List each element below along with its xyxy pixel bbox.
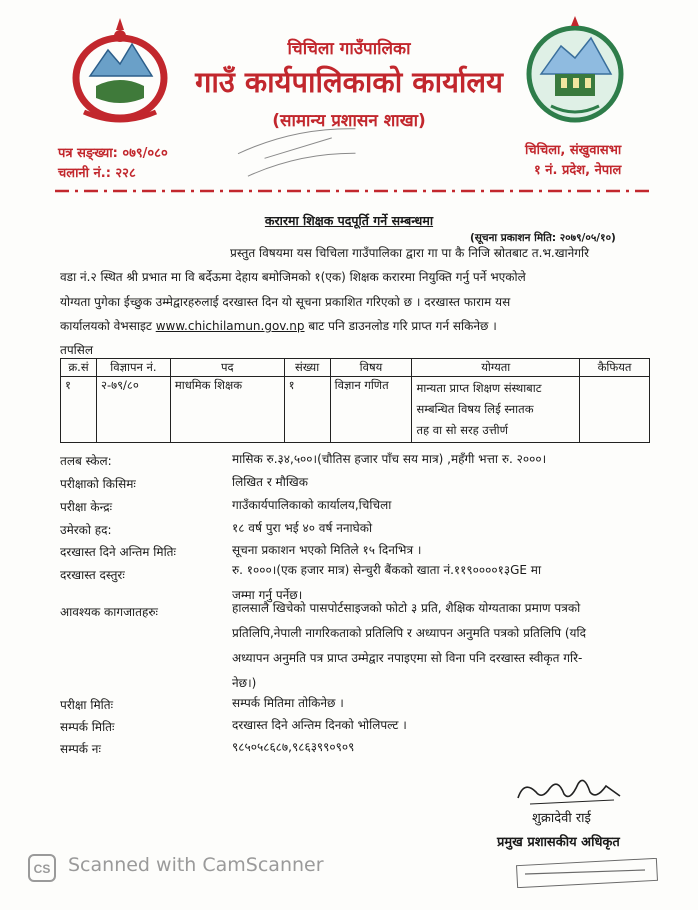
table-row: [61, 377, 650, 443]
fee-label: दरखास्त दस्तुरः: [60, 568, 125, 582]
cell-count: १: [284, 377, 330, 443]
column-header: क्र.सं: [61, 359, 97, 377]
qualification-line: तह वा सो सरह उत्तीर्ण: [416, 423, 508, 437]
header-divider: [55, 188, 653, 194]
paragraph-line: प्रस्तुत विषयमा यस चिचिला गाउँपालिका द्वारा गा पा कै निजि स्रोतबाट त.भ.खानेगरि: [230, 246, 590, 260]
column-header: संख्या: [284, 359, 330, 377]
exam-date-label: परीक्षा मितिः: [60, 698, 114, 712]
cell-serial: १: [61, 377, 97, 443]
svg-text:CS: CS: [33, 862, 51, 876]
deadline-label: दरखास्त दिने अन्तिम मितिः: [60, 545, 176, 559]
publish-date: (सूचना प्रकाशन मिति: २०७९/०५/१०): [470, 232, 616, 244]
deadline-value: सूचना प्रकाशन भएको मितिले १५ दिनभित्र ।: [232, 543, 422, 557]
qualification-line: मान्यता प्राप्त शिक्षण संस्थाबाट: [416, 381, 542, 395]
documents-line: नेछ।): [232, 676, 257, 690]
schedule-label: तपसिल: [60, 343, 94, 357]
exam-date-value: सम्पर्क मितिमा तोकिनेछ ।: [232, 696, 344, 710]
paragraph-line: योग्यता पुगेका ईच्छुक उम्मेद्वारहरुलाई दरखास्त दिन यो सूचना प्रकाशित गरिएको छ । दरखास्त फाराम यस: [60, 295, 511, 309]
column-header: कैफियत: [580, 359, 650, 377]
exam-center-label: परीक्षा केन्द्रः: [60, 500, 113, 514]
cell-subject: विज्ञान गणित: [330, 377, 412, 443]
documents-value: [232, 596, 662, 696]
fee-line: जम्मा गर्नु पर्नेछ।: [232, 588, 303, 602]
dispatch-number: चलानी नं.: २२८: [58, 166, 136, 181]
column-header: विषय: [330, 359, 412, 377]
fee-line: रु. १०००।(एक हजार मात्र) सेन्चुरी बैंकको खाता नं.११९००००१३GE मा: [232, 563, 542, 577]
documents-line: हालसालै खिचेको पासपोर्टसाइजको फोटो ३ प्रति, शैक्षिक योग्यताका प्रमाण पत्रको: [232, 601, 581, 615]
cell-remarks: [580, 377, 650, 443]
contact-date-value: दरखास्त दिने अन्तिम दिनको भोलिपल्ट ।: [232, 718, 407, 732]
contact-number-value: ९८५०५८६८७,९८६३९९०९०९: [232, 740, 355, 754]
office-title: गाउँ कार्यपालिकाको कार्यालय: [195, 65, 503, 99]
table-header-row: [61, 359, 650, 377]
signatory-title: प्रमुख प्रशासकीय अधिकृत: [497, 835, 620, 850]
reference-number: पत्र सङ्ख्या: ०७९/०८०: [58, 146, 168, 161]
contact-date-label: सम्पर्क मितिः: [60, 720, 115, 734]
municipality-name: चिचिला गाउँपालिका: [287, 39, 411, 59]
cell-post: माधमिक शिक्षक: [170, 377, 284, 443]
signature-scribble: [510, 770, 630, 810]
scanner-watermark: Scanned with CamScanner: [68, 854, 324, 876]
age-limit-label: उमेरको हद:: [60, 523, 112, 537]
contact-number-label: सम्पर्क नः: [60, 742, 101, 756]
column-header: योग्यता: [412, 359, 580, 377]
notice-subject: करारमा शिक्षक पदपूर्ति गर्ने सम्बन्धमा: [264, 213, 434, 228]
signatory-name: शुक्रादेवी राई: [532, 811, 591, 826]
column-header: विज्ञापन नं.: [96, 359, 170, 377]
branch-name: (सामान्य प्रशासन शाखा): [272, 111, 426, 131]
designation-stamp: [515, 858, 665, 888]
address-line-1: चिचिला, संखुवासभा: [525, 143, 622, 158]
paragraph-line: [60, 317, 497, 334]
documents-line: प्रतिलिपि,नेपाली नागरिकताको प्रतिलिपि र अध्यापन अनुमति पत्रको प्रतिलिपि (यदि: [232, 626, 586, 640]
qualification-line: सम्बन्धित विषय लिई स्नातक: [416, 402, 534, 416]
exam-type-label: परीक्षाको किसिमः: [60, 477, 136, 491]
address-line-2: १ नं. प्रदेश, नेपाल: [534, 163, 622, 178]
paragraph-text: कार्यालयको वेभसाइट: [60, 319, 156, 333]
paragraph-text: बाट पनि डाउनलोड गरि प्राप्त गर्न सकिनेछ ।: [304, 319, 497, 333]
column-header: पद: [170, 359, 284, 377]
documents-label: आवश्यक कागजातहरुः: [60, 605, 158, 619]
vacancy-table: [60, 358, 650, 443]
paragraph-line: वडा नं.२ स्थित श्री प्रभात मा वि बर्देऊमा देहाय बमोजिमको १(एक) शिक्षक करारमा नियुक्ति गर्नु पर्ने भएकोले: [60, 270, 526, 284]
exam-center-value: गाउँकार्यपालिकाको कार्यालय,चिचिला: [232, 498, 392, 512]
salary-value: मासिक रु.३४,५००।(चौतिस हजार पाँच सय मात्र) ,महँगी भत्ता रु. २०००।: [232, 452, 547, 466]
cell-qualification: [412, 377, 580, 443]
cell-ad-number: २-७९/८०: [96, 377, 170, 443]
age-limit-value: १८ वर्ष पुरा भई ४० वर्ष ननाघेको: [232, 521, 373, 535]
website-link[interactable]: www.chichilamun.gov.np: [155, 319, 305, 333]
exam-type-value: लिखित र मौखिक: [232, 475, 308, 489]
office-dispatch-stamp: [224, 125, 374, 179]
documents-line: अध्यापन अनुमति पत्र प्राप्त उम्मेद्वार नपाइएमा सो विना पनि दरखास्त स्वीकृत गरि-: [232, 651, 583, 665]
salary-label: तलब स्केल:: [60, 454, 112, 468]
camscanner-icon: [28, 854, 56, 882]
